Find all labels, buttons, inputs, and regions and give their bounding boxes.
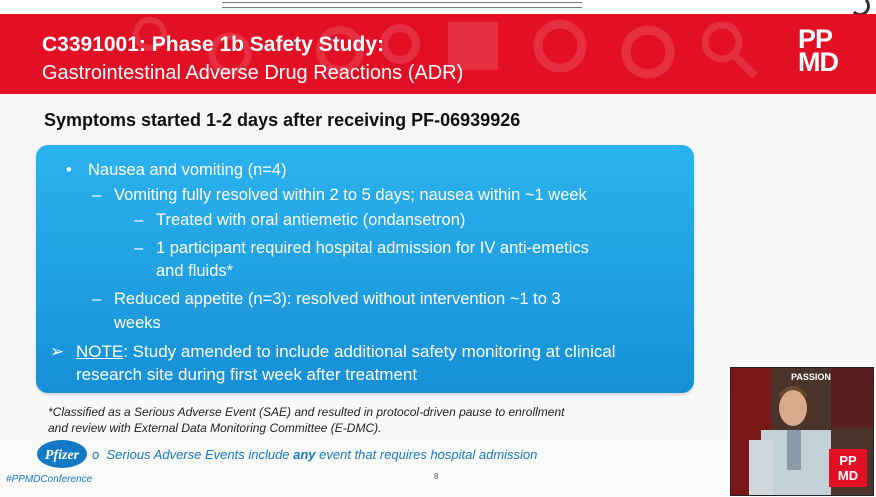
bullet-nausea: [66, 161, 287, 180]
ppmd-logo: [798, 24, 838, 77]
sae-text-bold: any: [293, 447, 316, 462]
note-line-cont: research site during first week after treatment: [76, 365, 418, 384]
slide-subtitle: Gastrointestinal Adverse Drug Reactions (ADR): [42, 62, 464, 84]
video-banner: PASSION: [791, 372, 831, 382]
sub-heading: Symptoms started 1-2 days after receiving PF-06939926: [44, 110, 521, 130]
sae-note: [92, 447, 537, 462]
bullet-antiemetic: [134, 211, 465, 230]
bullet-appetite: [92, 290, 561, 309]
slide-header: [0, 14, 876, 94]
slide-title: C3391001: Phase 1b Safety Study:: [42, 33, 384, 56]
top-strip-bar: [222, 2, 582, 8]
bullet-mark: –: [92, 186, 102, 204]
bullet-text: Vomiting fully resolved within 2 to 5 days; nausea within ~1 week: [114, 186, 587, 204]
bullet-text: Reduced appetite (n=3): resolved without intervention ~1 to 3: [114, 290, 561, 308]
video-logo-line-2: MD: [837, 468, 859, 483]
sae-text-pre: Serious Adverse Events include: [106, 447, 294, 462]
bullet-text: 1 participant required hospital admission for IV anti-emetics: [156, 239, 589, 257]
pfizer-logo: [36, 439, 88, 469]
note-text: : Study amended to include additional safety monitoring at clinical: [123, 342, 616, 361]
footnote: [48, 404, 688, 436]
bullet-text: Nausea and vomiting (n=4): [88, 161, 287, 179]
footnote-line-2: and review with External Data Monitoring Committee (E-DMC).: [48, 421, 382, 435]
speaker-video[interactable]: [730, 367, 874, 496]
bullet-hospital-cont: and fluids*: [156, 262, 234, 280]
footnote-line-1: *Classified as a Serious Adverse Event (SAE) and resulted in protocol-driven pause to enrollment: [48, 405, 565, 419]
note-label: NOTE: [76, 342, 124, 361]
video-logo-line-1: PP: [839, 453, 857, 468]
bullet-box: [36, 145, 694, 393]
video-ppmd-logo: [829, 449, 867, 487]
sae-text-post: event that requires hospital admission: [315, 447, 538, 462]
bullet-mark: •: [66, 161, 72, 179]
logo-line-2: MD: [798, 47, 838, 77]
bullet-mark: –: [134, 211, 144, 229]
arrow-icon: ➢: [50, 342, 65, 361]
conference-hashtag: #PPMDConference: [6, 474, 93, 485]
pfizer-logo-text: Pfizer: [44, 448, 80, 463]
note-line: [50, 342, 616, 362]
bullet-appetite-cont: weeks: [114, 314, 161, 332]
bullet-mark: –: [92, 290, 102, 308]
logo-line-1: PP: [798, 24, 833, 54]
browser-top-strip: [0, 0, 876, 14]
bullet-hospital: [134, 239, 589, 258]
circle-bullet-icon: o: [92, 447, 107, 462]
bullet-mark: –: [134, 239, 144, 257]
bullet-vomiting: [92, 186, 587, 205]
page-number: 8: [434, 472, 439, 481]
bullet-text: Treated with oral antiemetic (ondansetron): [156, 211, 466, 229]
